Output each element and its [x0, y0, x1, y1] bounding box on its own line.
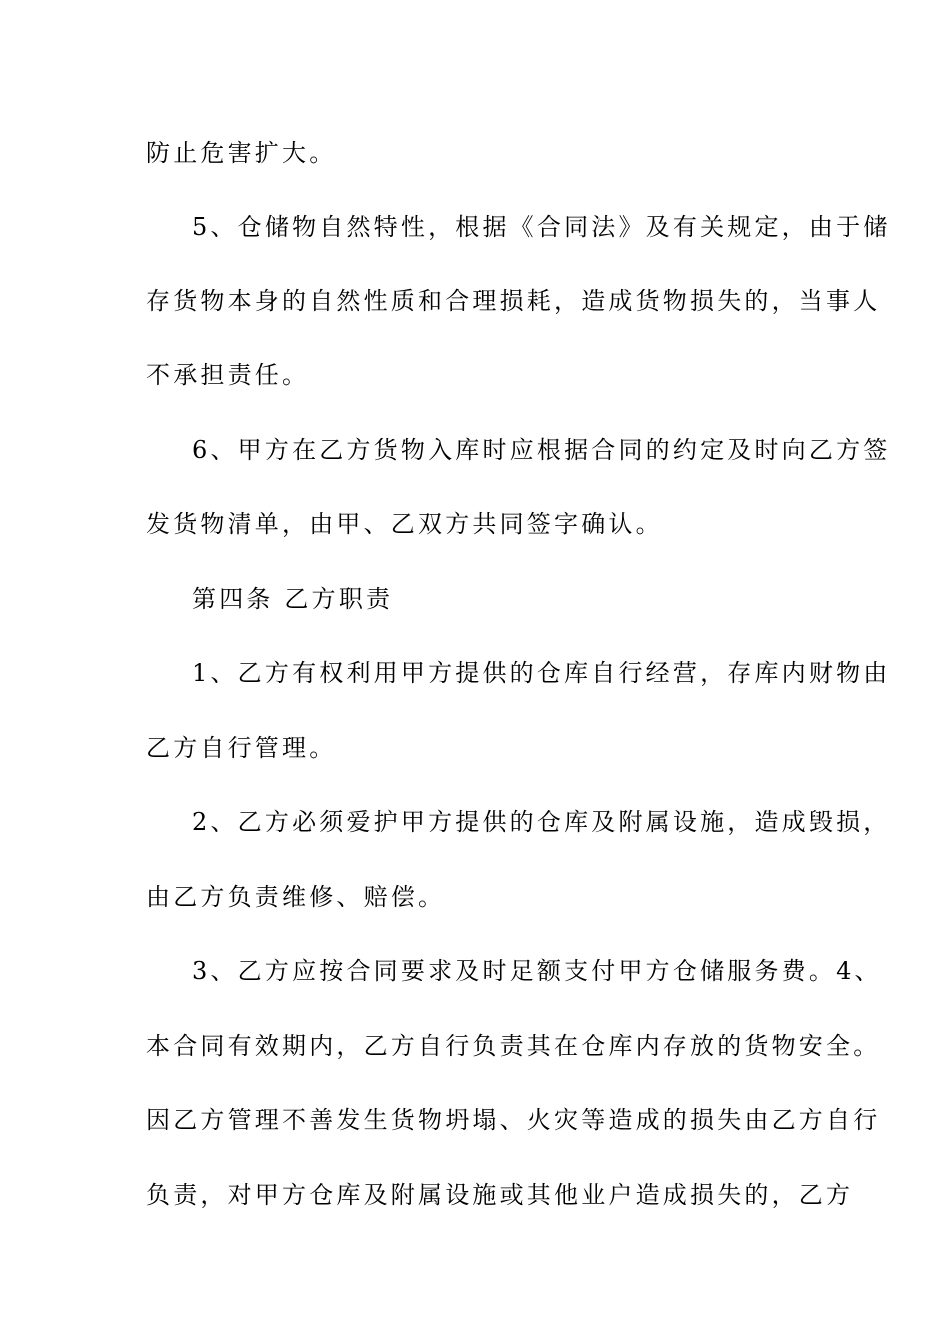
text-line: 本合同有效期内，乙方自行负责其在仓库内存放的货物安全。	[146, 1032, 881, 1060]
text-line: 存货物本身的自然性质和合理损耗，造成货物损失的，当事人	[146, 287, 881, 315]
text-line: 3、乙方应按合同要求及时足额支付甲方仓储服务费。4、	[192, 957, 882, 985]
text-line: 防止危害扩大。	[146, 139, 337, 167]
text-line: 负责，对甲方仓库及附属设施或其他业户造成损失的，乙方	[146, 1181, 854, 1209]
section-heading: 第四条 乙方职责	[192, 585, 394, 613]
text-line: 发货物清单，由甲、乙双方共同签字确认。	[146, 510, 663, 538]
text-line: 2、乙方必须爱护甲方提供的仓库及附属设施，造成毁损，	[192, 808, 891, 836]
text-line: 5、仓储物自然特性，根据《合同法》及有关规定，由于储	[192, 213, 891, 241]
text-line: 乙方自行管理。	[146, 734, 337, 762]
text-line: 不承担责任。	[146, 361, 310, 389]
text-line: 1、乙方有权利用甲方提供的仓库自行经营，存库内财物由	[192, 659, 891, 687]
text-line: 由乙方负责维修、赔偿。	[146, 883, 446, 911]
text-line: 因乙方管理不善发生货物坍塌、火灾等造成的损失由乙方自行	[146, 1106, 881, 1134]
text-line: 6、甲方在乙方货物入库时应根据合同的约定及时向乙方签	[192, 436, 891, 464]
